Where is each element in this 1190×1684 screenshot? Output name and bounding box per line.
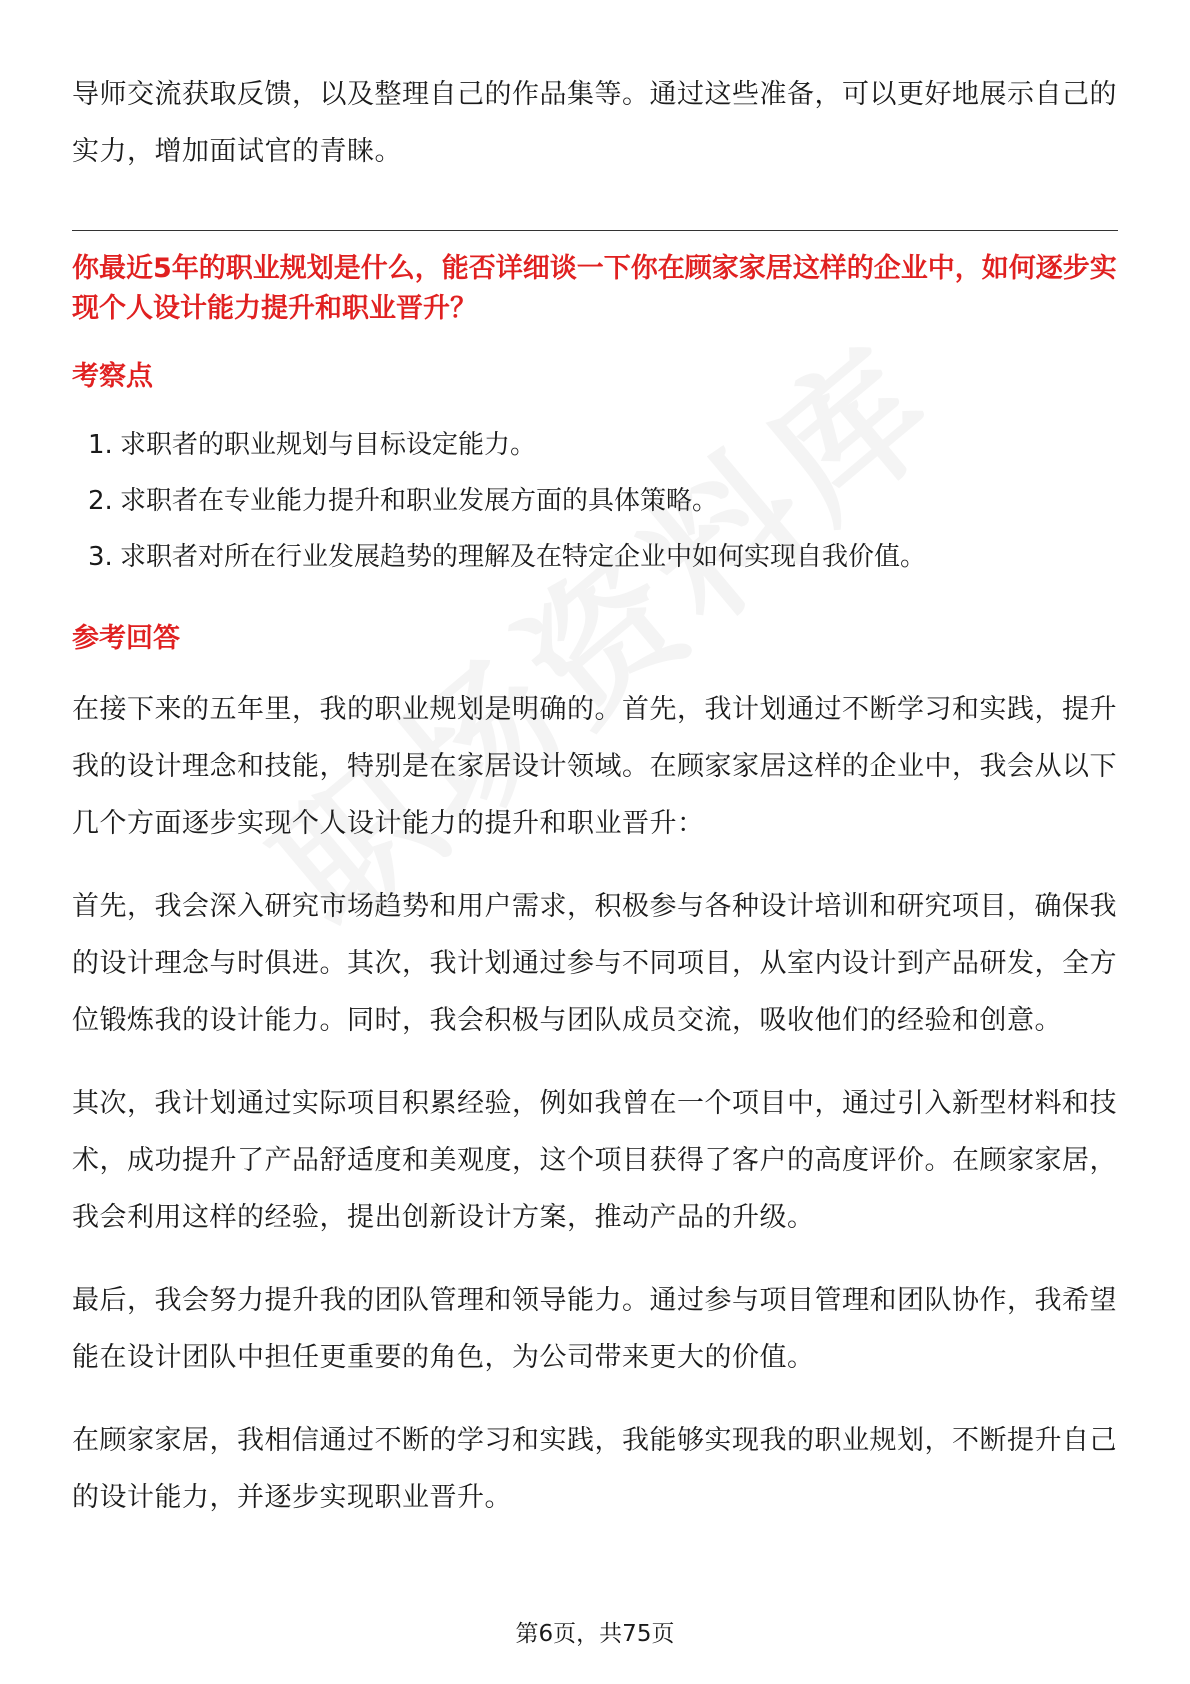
list-item-number: 2. <box>88 486 113 516</box>
list-item-text: 求职者的职业规划与目标设定能力。 <box>120 430 537 460</box>
answer-paragraph: 在顾家家居，我相信通过不断的学习和实践，我能够实现我的职业规划，不断提升自己的设计能力，并逐步实现职业晋升。 <box>72 1425 1117 1513</box>
list-item <box>72 417 1118 473</box>
list-item <box>72 473 1118 529</box>
list-item-text: 求职者在专业能力提升和职业发展方面的具体策略。 <box>120 486 719 516</box>
page-number: 第6页，共75页 <box>515 1621 675 1647</box>
answer-heading: 参考回答 <box>72 623 180 654</box>
list-item-number: 1. <box>88 430 113 460</box>
answer-paragraph: 最后，我会努力提升我的团队管理和领导能力。通过参与项目管理和团队协作，我希望能在设计团队中担任更重要的角色，为公司带来更大的价值。 <box>72 1285 1117 1373</box>
assessment-list <box>72 417 1118 585</box>
continuation-paragraph: 导师交流获取反馈，以及整理自己的作品集等。通过这些准备，可以更好地展示自己的实力，增加面试官的青睐。 <box>72 79 1117 167</box>
question-heading: 你最近5年的职业规划是什么，能否详细谈一下你在顾家家居这样的企业中，如何逐步实现个人设计能力提升和职业晋升？ <box>72 253 1117 324</box>
list-item-text: 求职者对所在行业发展趋势的理解及在特定企业中如何实现自我价值。 <box>120 542 927 572</box>
answer-paragraph: 首先，我会深入研究市场趋势和用户需求，积极参与各种设计培训和研究项目，确保我的设计理念与时俱进。其次，我计划通过参与不同项目，从室内设计到产品研发，全方位锻炼我的设计能力。同时，我会积极与团队成员交流，吸收他们的经验和创意。 <box>72 891 1117 1036</box>
section-divider <box>72 230 1118 231</box>
page-content <box>72 66 1118 1526</box>
list-item-number: 3. <box>88 542 113 572</box>
list-item <box>72 529 1118 585</box>
answer-paragraph: 在接下来的五年里，我的职业规划是明确的。首先，我计划通过不断学习和实践，提升我的设计理念和技能，特别是在家居设计领域。在顾家家居这样的企业中，我会从以下几个方面逐步实现个人设计能力的提升和职业晋升： <box>72 694 1117 839</box>
answer-paragraph: 其次，我计划通过实际项目积累经验，例如我曾在一个项目中，通过引入新型材料和技术，成功提升了产品舒适度和美观度，这个项目获得了客户的高度评价。在顾家家居，我会利用这样的经验，提出创新设计方案，推动产品的升级。 <box>72 1088 1117 1233</box>
assessment-heading: 考察点 <box>72 361 153 392</box>
